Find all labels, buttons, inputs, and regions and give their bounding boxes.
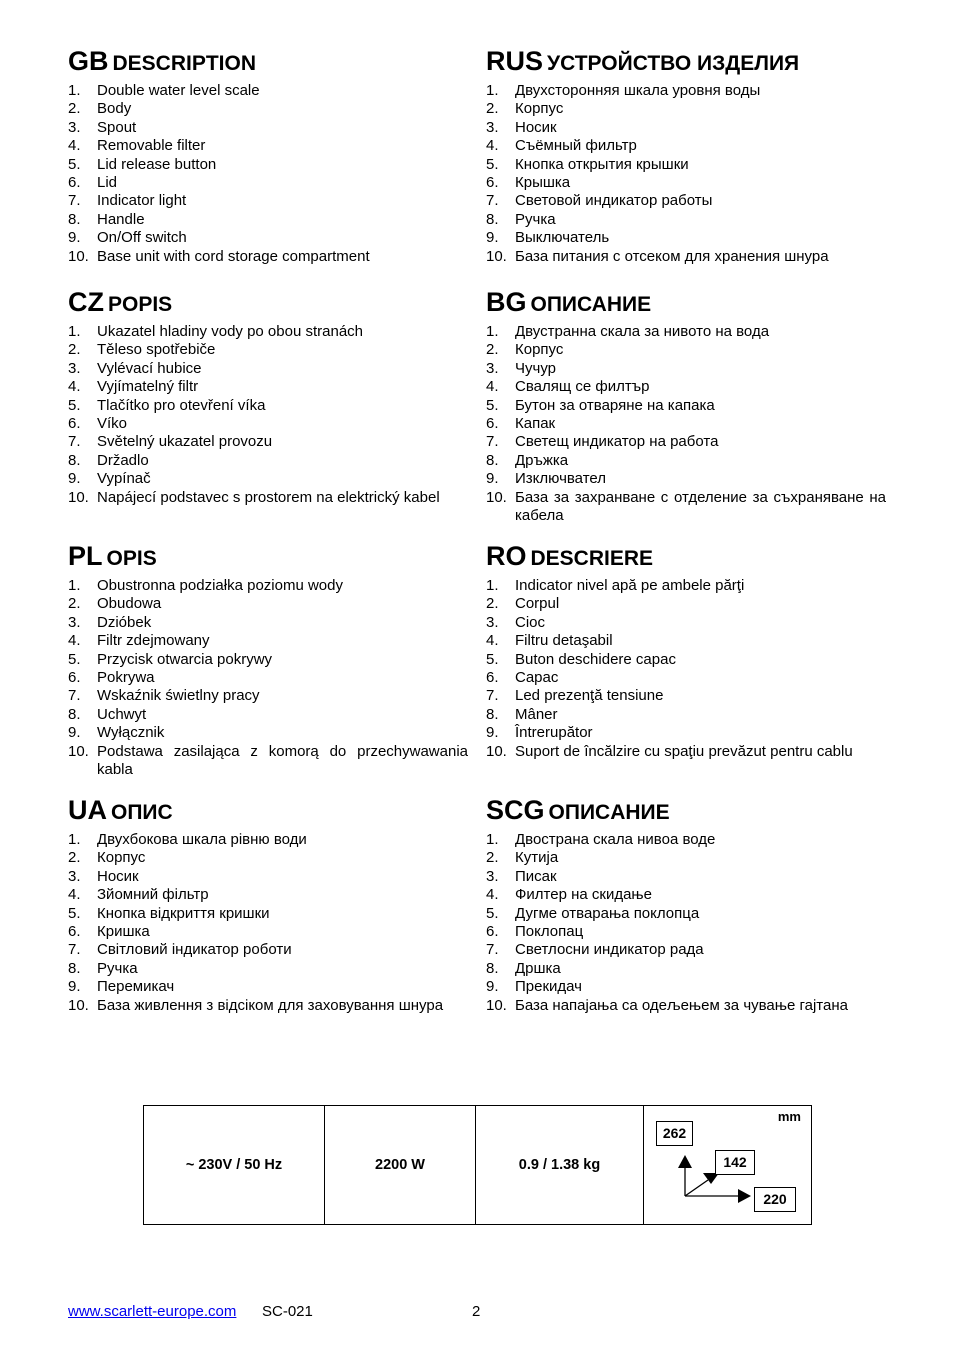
item-text: Двухбокова шкала рівню води (97, 831, 307, 848)
item-number: 5. (486, 155, 499, 173)
item-number: 1. (68, 577, 81, 594)
list-item (68, 978, 468, 996)
item-text: Выключатель (515, 229, 610, 247)
item-number: 5. (68, 650, 81, 668)
item-number: 2. (68, 100, 81, 118)
section-title: ОПИCАНИЕ (548, 801, 670, 824)
item-number: 9. (486, 470, 499, 488)
item-text: Držadlo (97, 451, 149, 469)
voltage-cell: ~ 230V / 50 Hz (144, 1106, 325, 1225)
item-text: Body (97, 100, 132, 118)
list-item (68, 651, 468, 669)
item-text: Кнопка відкриття кришки (97, 904, 270, 922)
list-item (68, 849, 468, 867)
list-item (68, 82, 468, 100)
item-text: Removable filter (97, 137, 206, 155)
list-item (486, 997, 886, 1015)
item-number: 1. (68, 323, 81, 340)
list-item (486, 923, 886, 941)
power-cell: 2200 W (325, 1106, 476, 1225)
item-number: 6. (486, 415, 499, 433)
section-code: SCG (486, 795, 545, 825)
section-bg (486, 285, 886, 525)
list-item (486, 886, 886, 904)
item-number: 7. (486, 941, 499, 959)
item-text: Cioc (515, 613, 546, 631)
list-item (68, 119, 468, 137)
list-item (486, 978, 886, 996)
item-number: 9. (68, 229, 81, 247)
item-number: 9. (68, 470, 81, 488)
list-item (486, 831, 886, 849)
item-number: 7. (486, 433, 499, 451)
item-number: 1. (68, 831, 81, 848)
item-text: Чучур (515, 359, 556, 377)
item-number: 3. (486, 867, 499, 885)
list-item (486, 360, 886, 378)
item-text: Handle (97, 210, 145, 228)
item-text: Dzióbek (97, 613, 152, 631)
list-item (68, 743, 468, 780)
width-label: 220 (754, 1187, 796, 1212)
list-item (486, 868, 886, 886)
item-number: 4. (486, 886, 499, 904)
item-text: Světelný ukazatel provozu (97, 433, 273, 451)
item-text: Suport de încălzire cu spaţiu prevăzut pentru cablu (515, 742, 853, 760)
list-item (486, 452, 886, 470)
item-number: 10. (486, 996, 507, 1014)
list-item (486, 489, 886, 526)
item-text: Víko (97, 415, 128, 433)
list-item (68, 452, 468, 470)
parts-list (68, 323, 468, 507)
list-item (486, 470, 886, 488)
spec-table (143, 1105, 812, 1225)
item-number: 3. (486, 359, 499, 377)
list-item (68, 941, 468, 959)
parts-list (68, 577, 468, 779)
item-number: 2. (486, 849, 499, 867)
item-text: Світловий індикатор роботи (97, 941, 292, 959)
item-number: 6. (68, 174, 81, 192)
item-number: 7. (68, 192, 81, 210)
item-number: 8. (486, 210, 499, 228)
item-text: Vypínač (97, 470, 151, 488)
list-item (486, 415, 886, 433)
section-title: DESCRIERE (530, 547, 654, 570)
list-item (486, 905, 886, 923)
list-item (486, 119, 886, 137)
list-item (68, 614, 468, 632)
item-text: Крышка (515, 174, 571, 192)
item-text: Корпус (515, 100, 564, 118)
item-number: 10. (486, 488, 507, 506)
item-number: 1. (486, 577, 499, 594)
item-text: Obudowa (97, 595, 162, 613)
item-number: 10. (68, 742, 89, 760)
item-text: Uchwyt (97, 705, 147, 723)
item-text: Изключвател (515, 470, 606, 488)
item-text: Двухсторонняя шкала уровня воды (515, 82, 761, 99)
list-item (486, 82, 886, 100)
item-number: 9. (486, 724, 499, 742)
item-number: 6. (68, 923, 81, 941)
item-number: 6. (68, 415, 81, 433)
item-number: 5. (68, 904, 81, 922)
list-item (486, 669, 886, 687)
item-number: 2. (68, 341, 81, 359)
list-item (486, 724, 886, 742)
item-text: Корпус (97, 849, 146, 867)
parts-list (68, 831, 468, 1015)
item-text: Vyjímatelný filtr (97, 378, 199, 396)
item-number: 5. (486, 396, 499, 414)
item-number: 9. (68, 724, 81, 742)
item-number: 1. (486, 82, 499, 99)
section-code: CZ (68, 287, 104, 317)
item-text: Дръжка (515, 451, 569, 469)
list-item (68, 669, 468, 687)
section-title: УСТРОЙСТВО ИЗДЕЛИЯ (547, 52, 800, 75)
list-item (68, 997, 468, 1015)
item-text: Носик (515, 118, 557, 136)
item-text: Base unit with cord storage compartment (97, 247, 370, 265)
list-item (486, 577, 886, 595)
item-text: Filtru detaşabil (515, 632, 613, 650)
item-text: Корпус (515, 341, 564, 359)
item-text: Поклопац (515, 923, 584, 941)
item-text: Vylévací hubice (97, 359, 202, 377)
parts-list (486, 577, 886, 761)
item-number: 1. (486, 831, 499, 848)
item-number: 10. (68, 247, 89, 265)
item-text: База за захранване с отделение за съхраняване на кабела (515, 488, 886, 525)
item-number: 8. (68, 705, 81, 723)
list-item (68, 378, 468, 396)
item-number: 7. (68, 687, 81, 705)
list-item (486, 687, 886, 705)
item-number: 4. (486, 378, 499, 396)
list-item (68, 323, 468, 341)
item-text: Зйомний фільтр (97, 886, 209, 904)
list-item (68, 156, 468, 174)
section-rus (486, 44, 886, 266)
list-item (68, 192, 468, 210)
item-text: Indicator nivel apă pe ambele părţi (515, 577, 745, 594)
list-item (68, 397, 468, 415)
section-title: POPIS (108, 293, 173, 316)
item-text: Световой индикатор работы (515, 192, 713, 210)
item-text: База питания с отсеком для хранения шнура (515, 247, 829, 265)
list-item (486, 137, 886, 155)
list-item (68, 632, 468, 650)
item-number: 5. (68, 155, 81, 173)
section-title: OPIS (106, 547, 157, 570)
item-text: Lid (97, 174, 118, 192)
item-text: База живлення з відсіком для заховування шнура (97, 996, 444, 1014)
item-text: Obustronna podziałka poziomu wody (97, 577, 343, 594)
list-item (486, 211, 886, 229)
list-item (68, 868, 468, 886)
item-number: 5. (486, 650, 499, 668)
list-item (68, 211, 468, 229)
list-item (486, 323, 886, 341)
item-text: Spout (97, 118, 137, 136)
parts-list (486, 831, 886, 1015)
item-number: 2. (68, 595, 81, 613)
section-gb (68, 44, 468, 266)
list-item (486, 706, 886, 724)
height-label: 262 (656, 1121, 693, 1146)
list-item (486, 100, 886, 118)
section-code: RO (486, 541, 527, 571)
list-item (68, 595, 468, 613)
dimension-unit: mm (777, 1109, 801, 1124)
list-item (486, 341, 886, 359)
item-text: Писак (515, 867, 557, 885)
list-item (68, 687, 468, 705)
item-number: 7. (486, 687, 499, 705)
list-item (486, 248, 886, 266)
list-item (68, 577, 468, 595)
list-item (68, 724, 468, 742)
item-number: 6. (486, 923, 499, 941)
website-link[interactable]: www.scarlett-europe.com (68, 1303, 237, 1320)
list-item (68, 831, 468, 849)
item-number: 8. (68, 959, 81, 977)
item-number: 1. (486, 323, 499, 340)
list-item (68, 174, 468, 192)
item-number: 7. (68, 433, 81, 451)
item-text: Led prezenţă tensiune (515, 687, 664, 705)
list-item (486, 192, 886, 210)
list-item (68, 229, 468, 247)
item-text: Tlačítko pro otevření víka (97, 396, 266, 414)
item-number: 2. (68, 849, 81, 867)
item-text: Întrerupător (515, 724, 593, 742)
list-item (486, 743, 886, 761)
list-item (68, 433, 468, 451)
item-text: Double water level scale (97, 82, 260, 99)
item-number: 7. (68, 941, 81, 959)
item-text: Светлосни индикатор рада (515, 941, 704, 959)
item-number: 3. (486, 613, 499, 631)
item-number: 9. (68, 978, 81, 996)
list-item (68, 100, 468, 118)
item-text: Дугме отварања поклопца (515, 904, 700, 922)
item-number: 9. (486, 229, 499, 247)
list-item (68, 960, 468, 978)
item-number: 8. (68, 210, 81, 228)
item-number: 3. (68, 118, 81, 136)
section-code: RUS (486, 46, 544, 76)
list-item (486, 595, 886, 613)
item-number: 3. (486, 118, 499, 136)
item-number: 4. (68, 632, 81, 650)
item-number: 8. (486, 959, 499, 977)
item-number: 4. (486, 632, 499, 650)
list-item (68, 905, 468, 923)
item-text: Indicator light (97, 192, 187, 210)
item-text: Съёмный фильтр (515, 137, 637, 155)
section-code: GB (68, 46, 109, 76)
list-item (486, 614, 886, 632)
item-text: Свалящ се филтър (515, 378, 650, 396)
section-code: UA (68, 795, 107, 825)
item-text: Двустранна скала за нивото на вода (515, 323, 770, 340)
item-text: Филтер на скидање (515, 886, 652, 904)
item-text: Wyłącznik (97, 724, 165, 742)
list-item (68, 886, 468, 904)
list-item (486, 849, 886, 867)
item-number: 3. (68, 613, 81, 631)
item-number: 8. (68, 451, 81, 469)
item-number: 1. (68, 82, 81, 99)
list-item (68, 360, 468, 378)
list-item (486, 397, 886, 415)
item-number: 3. (68, 867, 81, 885)
section-pl (68, 539, 468, 779)
list-item (486, 378, 886, 396)
item-text: Corpul (515, 595, 560, 613)
item-number: 4. (68, 137, 81, 155)
item-number: 4. (68, 378, 81, 396)
parts-list (486, 323, 886, 525)
section-title: DESCRIPTION (112, 52, 257, 75)
list-item (486, 941, 886, 959)
section-cz (68, 285, 468, 507)
list-item (68, 415, 468, 433)
item-number: 2. (486, 595, 499, 613)
list-item (486, 156, 886, 174)
parts-list (486, 82, 886, 266)
section-ua (68, 793, 468, 1015)
list-item (68, 923, 468, 941)
item-number: 8. (486, 451, 499, 469)
item-text: Прекидач (515, 978, 582, 996)
depth-label: 142 (715, 1150, 755, 1175)
page-number: 2 (472, 1303, 481, 1320)
item-number: 7. (486, 192, 499, 210)
item-text: Pokrywa (97, 669, 155, 687)
section-scg (486, 793, 886, 1015)
item-text: Перемикач (97, 978, 175, 996)
item-text: Кнопка открытия крышки (515, 155, 689, 173)
item-number: 6. (486, 669, 499, 687)
list-item (486, 174, 886, 192)
item-number: 4. (68, 886, 81, 904)
list-item (486, 632, 886, 650)
item-number: 9. (486, 978, 499, 996)
list-item (68, 706, 468, 724)
item-text: Двострана скала нивоа воде (515, 831, 716, 848)
item-text: Ручка (97, 959, 138, 977)
list-item (68, 248, 468, 266)
item-text: Ukazatel hladiny vody po obou stranách (97, 323, 364, 340)
item-text: Filtr zdejmowany (97, 632, 210, 650)
dimensions-cell (644, 1106, 812, 1225)
item-text: Napájecí podstavec s prostorem na elektrický kabel (97, 488, 440, 506)
list-item (486, 960, 886, 978)
item-number: 2. (486, 100, 499, 118)
item-text: Mâner (515, 705, 558, 723)
section-code: BG (486, 287, 527, 317)
list-item (68, 341, 468, 359)
item-text: Кутија (515, 849, 559, 867)
model-number: SC-021 (262, 1303, 313, 1320)
list-item (486, 651, 886, 669)
item-number: 6. (486, 174, 499, 192)
item-number: 10. (68, 996, 89, 1014)
item-text: Buton deschidere capac (515, 650, 676, 668)
list-item (68, 489, 468, 507)
item-text: Wskaźnik świetlny pracy (97, 687, 260, 705)
item-text: Носик (97, 867, 139, 885)
item-number: 5. (68, 396, 81, 414)
item-text: Przycisk otwarcia pokrywy (97, 650, 273, 668)
item-text: Кришка (97, 923, 150, 941)
item-number: 10. (486, 742, 507, 760)
item-number: 8. (486, 705, 499, 723)
list-item (486, 433, 886, 451)
item-text: Podstawa zasilająca z komorą do przechywawania kabla (97, 742, 468, 779)
list-item (486, 229, 886, 247)
section-title: ОПИСАНИЕ (530, 293, 652, 316)
section-title: ОПИС (111, 801, 173, 824)
item-number: 6. (68, 669, 81, 687)
item-number: 10. (486, 247, 507, 265)
item-text: Ручка (515, 210, 556, 228)
item-text: Lid release button (97, 155, 217, 173)
parts-list (68, 82, 468, 266)
item-text: Дршка (515, 959, 561, 977)
item-text: Capac (515, 669, 559, 687)
item-text: Бутон за отваряне на капака (515, 396, 715, 414)
item-text: On/Off switch (97, 229, 187, 247)
item-number: 3. (68, 359, 81, 377)
weight-cell: 0.9 / 1.38 kg (476, 1106, 644, 1225)
item-number: 5. (486, 904, 499, 922)
item-number: 10. (68, 488, 89, 506)
section-ro (486, 539, 886, 761)
item-text: База напајања са одељењем за чување гајтана (515, 996, 848, 1014)
section-code: PL (68, 541, 103, 571)
item-text: Светещ индикатор на работа (515, 433, 719, 451)
item-text: Těleso spotřebiče (97, 341, 216, 359)
item-number: 2. (486, 341, 499, 359)
item-text: Капак (515, 415, 556, 433)
list-item (68, 137, 468, 155)
item-number: 4. (486, 137, 499, 155)
list-item (68, 470, 468, 488)
